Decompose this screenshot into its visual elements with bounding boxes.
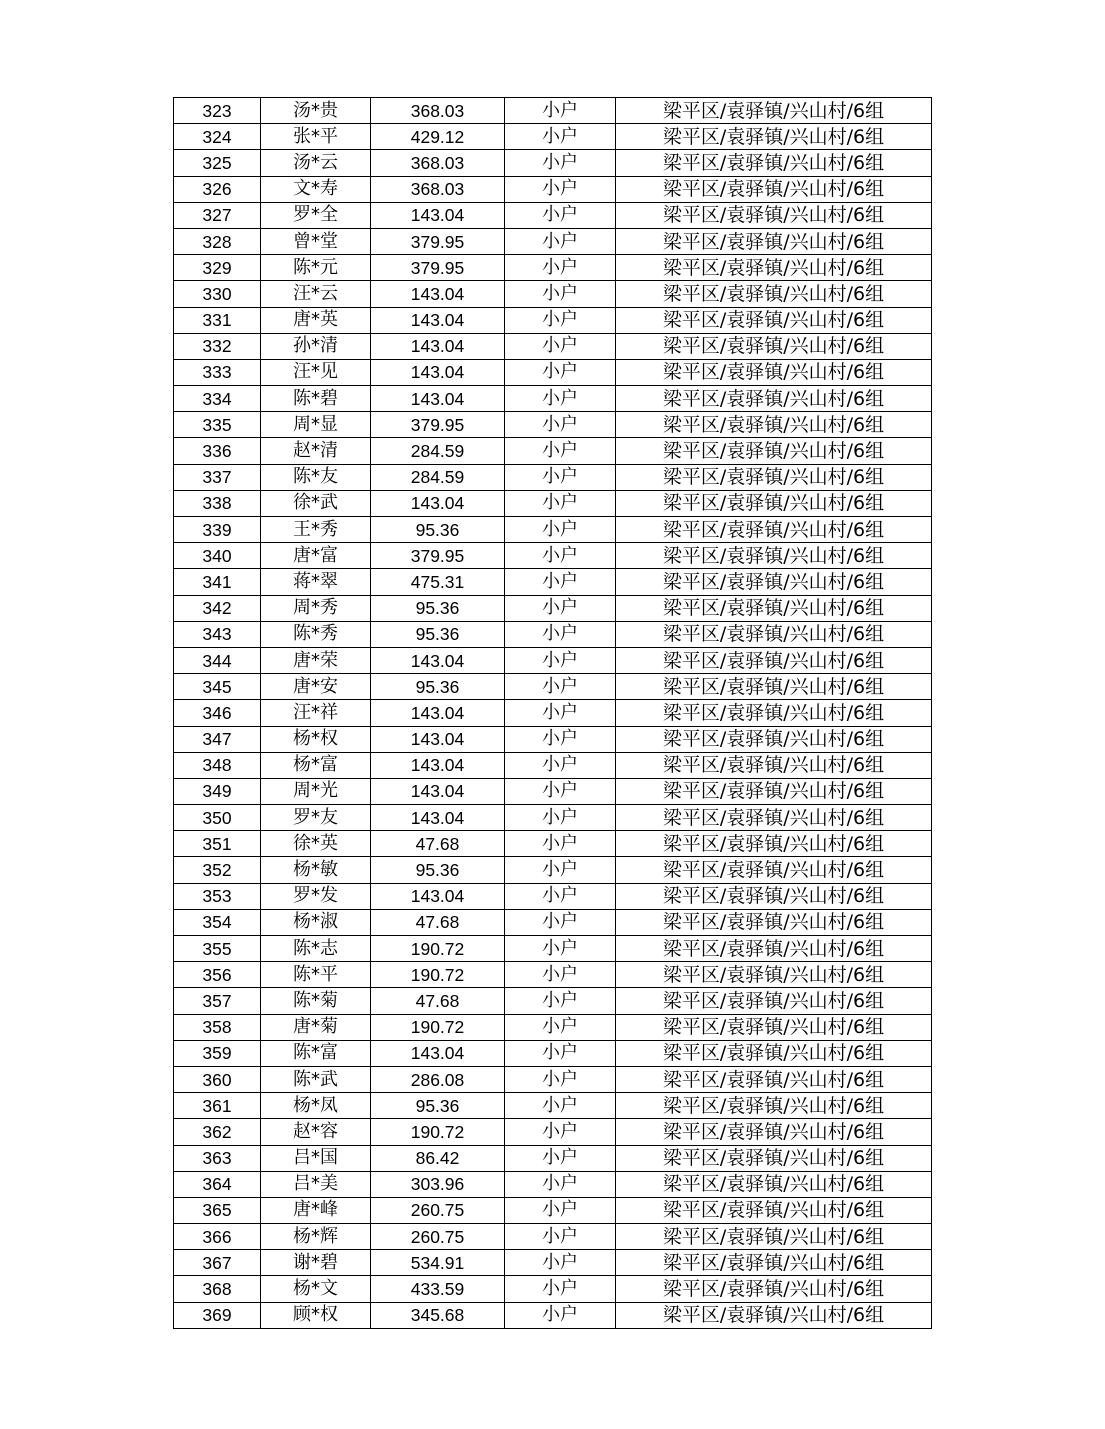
amount-cell: 190.72	[371, 1014, 505, 1040]
address-cell: 梁平区/袁驿镇/兴山村/6组	[616, 883, 932, 909]
amount-cell: 143.04	[371, 647, 505, 673]
row-number-cell: 340	[174, 543, 261, 569]
row-number-cell: 369	[174, 1302, 261, 1328]
row-number-cell: 357	[174, 988, 261, 1014]
amount-cell: 143.04	[371, 752, 505, 778]
address-cell: 梁平区/袁驿镇/兴山村/6组	[616, 359, 932, 385]
name-cell: 唐*菊	[261, 1014, 371, 1040]
amount-cell: 143.04	[371, 333, 505, 359]
type-cell: 小户	[505, 202, 616, 228]
address-cell: 梁平区/袁驿镇/兴山村/6组	[616, 1014, 932, 1040]
address-cell: 梁平区/袁驿镇/兴山村/6组	[616, 176, 932, 202]
row-number-cell: 351	[174, 831, 261, 857]
amount-cell: 47.68	[371, 988, 505, 1014]
address-cell: 梁平区/袁驿镇/兴山村/6组	[616, 386, 932, 412]
amount-cell: 284.59	[371, 438, 505, 464]
amount-cell: 143.04	[371, 726, 505, 752]
type-cell: 小户	[505, 359, 616, 385]
name-cell: 陈*平	[261, 962, 371, 988]
row-number-cell: 328	[174, 228, 261, 254]
type-cell: 小户	[505, 595, 616, 621]
name-cell: 陈*元	[261, 255, 371, 281]
name-cell: 杨*辉	[261, 1224, 371, 1250]
address-cell: 梁平区/袁驿镇/兴山村/6组	[616, 962, 932, 988]
type-cell: 小户	[505, 1171, 616, 1197]
table-row	[174, 228, 932, 254]
type-cell: 小户	[505, 1276, 616, 1302]
amount-cell: 190.72	[371, 1119, 505, 1145]
amount-cell: 143.04	[371, 883, 505, 909]
name-cell: 汪*见	[261, 359, 371, 385]
address-cell: 梁平区/袁驿镇/兴山村/6组	[616, 1171, 932, 1197]
type-cell: 小户	[505, 726, 616, 752]
name-cell: 周*显	[261, 412, 371, 438]
type-cell: 小户	[505, 909, 616, 935]
amount-cell: 379.95	[371, 255, 505, 281]
address-cell: 梁平区/袁驿镇/兴山村/6组	[616, 124, 932, 150]
table-row	[174, 569, 932, 595]
type-cell: 小户	[505, 1145, 616, 1171]
name-cell: 杨*敏	[261, 857, 371, 883]
type-cell: 小户	[505, 1224, 616, 1250]
amount-cell: 534.91	[371, 1250, 505, 1276]
row-number-cell: 335	[174, 412, 261, 438]
address-cell: 梁平区/袁驿镇/兴山村/6组	[616, 1040, 932, 1066]
address-cell: 梁平区/袁驿镇/兴山村/6组	[616, 700, 932, 726]
address-cell: 梁平区/袁驿镇/兴山村/6组	[616, 831, 932, 857]
amount-cell: 86.42	[371, 1145, 505, 1171]
table-row	[174, 1145, 932, 1171]
type-cell: 小户	[505, 124, 616, 150]
amount-cell: 95.36	[371, 1093, 505, 1119]
row-number-cell: 329	[174, 255, 261, 281]
table-row	[174, 464, 932, 490]
table-row	[174, 726, 932, 752]
amount-cell: 95.36	[371, 595, 505, 621]
type-cell: 小户	[505, 621, 616, 647]
row-number-cell: 326	[174, 176, 261, 202]
row-number-cell: 364	[174, 1171, 261, 1197]
name-cell: 罗*全	[261, 202, 371, 228]
type-cell: 小户	[505, 778, 616, 804]
address-cell: 梁平区/袁驿镇/兴山村/6组	[616, 412, 932, 438]
amount-cell: 143.04	[371, 386, 505, 412]
type-cell: 小户	[505, 700, 616, 726]
table-row	[174, 831, 932, 857]
type-cell: 小户	[505, 386, 616, 412]
table-row	[174, 621, 932, 647]
amount-cell: 433.59	[371, 1276, 505, 1302]
table-row	[174, 988, 932, 1014]
amount-cell: 143.04	[371, 490, 505, 516]
type-cell: 小户	[505, 1250, 616, 1276]
row-number-cell: 350	[174, 805, 261, 831]
amount-cell: 143.04	[371, 307, 505, 333]
type-cell: 小户	[505, 412, 616, 438]
name-cell: 徐*武	[261, 490, 371, 516]
name-cell: 罗*发	[261, 883, 371, 909]
table-row	[174, 438, 932, 464]
name-cell: 吕*美	[261, 1171, 371, 1197]
name-cell: 赵*清	[261, 438, 371, 464]
amount-cell: 143.04	[371, 1040, 505, 1066]
table-row	[174, 386, 932, 412]
amount-cell: 260.75	[371, 1197, 505, 1223]
table-row	[174, 1093, 932, 1119]
type-cell: 小户	[505, 228, 616, 254]
row-number-cell: 346	[174, 700, 261, 726]
address-cell: 梁平区/袁驿镇/兴山村/6组	[616, 307, 932, 333]
table-row	[174, 255, 932, 281]
row-number-cell: 330	[174, 281, 261, 307]
type-cell: 小户	[505, 962, 616, 988]
amount-cell: 368.03	[371, 150, 505, 176]
row-number-cell: 365	[174, 1197, 261, 1223]
address-cell: 梁平区/袁驿镇/兴山村/6组	[616, 1066, 932, 1092]
amount-cell: 286.08	[371, 1066, 505, 1092]
type-cell: 小户	[505, 752, 616, 778]
type-cell: 小户	[505, 936, 616, 962]
type-cell: 小户	[505, 569, 616, 595]
amount-cell: 429.12	[371, 124, 505, 150]
address-cell: 梁平区/袁驿镇/兴山村/6组	[616, 936, 932, 962]
row-number-cell: 352	[174, 857, 261, 883]
data-table	[173, 97, 932, 1329]
name-cell: 唐*荣	[261, 647, 371, 673]
table-row	[174, 674, 932, 700]
table-row	[174, 124, 932, 150]
amount-cell: 47.68	[371, 831, 505, 857]
name-cell: 汪*祥	[261, 700, 371, 726]
amount-cell: 284.59	[371, 464, 505, 490]
amount-cell: 303.96	[371, 1171, 505, 1197]
address-cell: 梁平区/袁驿镇/兴山村/6组	[616, 464, 932, 490]
name-cell: 周*秀	[261, 595, 371, 621]
row-number-cell: 338	[174, 490, 261, 516]
table-row	[174, 778, 932, 804]
type-cell: 小户	[505, 255, 616, 281]
row-number-cell: 348	[174, 752, 261, 778]
address-cell: 梁平区/袁驿镇/兴山村/6组	[616, 1250, 932, 1276]
row-number-cell: 363	[174, 1145, 261, 1171]
name-cell: 张*平	[261, 124, 371, 150]
table-row	[174, 1171, 932, 1197]
row-number-cell: 362	[174, 1119, 261, 1145]
name-cell: 杨*权	[261, 726, 371, 752]
name-cell: 唐*英	[261, 307, 371, 333]
type-cell: 小户	[505, 1119, 616, 1145]
amount-cell: 143.04	[371, 202, 505, 228]
name-cell: 杨*富	[261, 752, 371, 778]
row-number-cell: 332	[174, 333, 261, 359]
address-cell: 梁平区/袁驿镇/兴山村/6组	[616, 726, 932, 752]
table-row	[174, 805, 932, 831]
row-number-cell: 341	[174, 569, 261, 595]
table-row	[174, 202, 932, 228]
type-cell: 小户	[505, 674, 616, 700]
type-cell: 小户	[505, 1302, 616, 1328]
name-cell: 唐*峰	[261, 1197, 371, 1223]
address-cell: 梁平区/袁驿镇/兴山村/6组	[616, 438, 932, 464]
address-cell: 梁平区/袁驿镇/兴山村/6组	[616, 752, 932, 778]
type-cell: 小户	[505, 831, 616, 857]
amount-cell: 345.68	[371, 1302, 505, 1328]
amount-cell: 143.04	[371, 700, 505, 726]
address-cell: 梁平区/袁驿镇/兴山村/6组	[616, 909, 932, 935]
name-cell: 文*寿	[261, 176, 371, 202]
row-number-cell: 353	[174, 883, 261, 909]
table-row	[174, 1119, 932, 1145]
type-cell: 小户	[505, 333, 616, 359]
address-cell: 梁平区/袁驿镇/兴山村/6组	[616, 988, 932, 1014]
type-cell: 小户	[505, 543, 616, 569]
amount-cell: 95.36	[371, 517, 505, 543]
name-cell: 谢*碧	[261, 1250, 371, 1276]
type-cell: 小户	[505, 1093, 616, 1119]
table-row	[174, 1197, 932, 1223]
name-cell: 赵*容	[261, 1119, 371, 1145]
row-number-cell: 347	[174, 726, 261, 752]
name-cell: 汤*云	[261, 150, 371, 176]
address-cell: 梁平区/袁驿镇/兴山村/6组	[616, 1145, 932, 1171]
name-cell: 徐*英	[261, 831, 371, 857]
row-number-cell: 331	[174, 307, 261, 333]
name-cell: 陈*友	[261, 464, 371, 490]
name-cell: 蒋*翠	[261, 569, 371, 595]
row-number-cell: 349	[174, 778, 261, 804]
address-cell: 梁平区/袁驿镇/兴山村/6组	[616, 805, 932, 831]
name-cell: 陈*菊	[261, 988, 371, 1014]
type-cell: 小户	[505, 490, 616, 516]
type-cell: 小户	[505, 883, 616, 909]
name-cell: 陈*志	[261, 936, 371, 962]
row-number-cell: 325	[174, 150, 261, 176]
address-cell: 梁平区/袁驿镇/兴山村/6组	[616, 1093, 932, 1119]
amount-cell: 379.95	[371, 228, 505, 254]
row-number-cell: 360	[174, 1066, 261, 1092]
name-cell: 王*秀	[261, 517, 371, 543]
table-row	[174, 647, 932, 673]
name-cell: 孙*清	[261, 333, 371, 359]
amount-cell: 47.68	[371, 909, 505, 935]
name-cell: 罗*友	[261, 805, 371, 831]
address-cell: 梁平区/袁驿镇/兴山村/6组	[616, 1224, 932, 1250]
row-number-cell: 323	[174, 98, 261, 124]
row-number-cell: 336	[174, 438, 261, 464]
name-cell: 周*光	[261, 778, 371, 804]
table-row	[174, 909, 932, 935]
type-cell: 小户	[505, 464, 616, 490]
row-number-cell: 367	[174, 1250, 261, 1276]
type-cell: 小户	[505, 1014, 616, 1040]
row-number-cell: 358	[174, 1014, 261, 1040]
type-cell: 小户	[505, 1197, 616, 1223]
amount-cell: 379.95	[371, 543, 505, 569]
table-row	[174, 307, 932, 333]
row-number-cell: 345	[174, 674, 261, 700]
address-cell: 梁平区/袁驿镇/兴山村/6组	[616, 255, 932, 281]
name-cell: 陈*武	[261, 1066, 371, 1092]
type-cell: 小户	[505, 176, 616, 202]
amount-cell: 475.31	[371, 569, 505, 595]
name-cell: 陈*碧	[261, 386, 371, 412]
address-cell: 梁平区/袁驿镇/兴山村/6组	[616, 595, 932, 621]
table-row	[174, 700, 932, 726]
amount-cell: 368.03	[371, 176, 505, 202]
name-cell: 陈*秀	[261, 621, 371, 647]
address-cell: 梁平区/袁驿镇/兴山村/6组	[616, 202, 932, 228]
table-row	[174, 1014, 932, 1040]
name-cell: 杨*淑	[261, 909, 371, 935]
type-cell: 小户	[505, 1040, 616, 1066]
type-cell: 小户	[505, 98, 616, 124]
table-row	[174, 98, 932, 124]
table-body	[174, 98, 932, 1329]
type-cell: 小户	[505, 1066, 616, 1092]
row-number-cell: 343	[174, 621, 261, 647]
row-number-cell: 354	[174, 909, 261, 935]
type-cell: 小户	[505, 150, 616, 176]
amount-cell: 143.04	[371, 281, 505, 307]
address-cell: 梁平区/袁驿镇/兴山村/6组	[616, 333, 932, 359]
row-number-cell: 361	[174, 1093, 261, 1119]
name-cell: 杨*文	[261, 1276, 371, 1302]
table-row	[174, 936, 932, 962]
address-cell: 梁平区/袁驿镇/兴山村/6组	[616, 1119, 932, 1145]
type-cell: 小户	[505, 857, 616, 883]
address-cell: 梁平区/袁驿镇/兴山村/6组	[616, 1197, 932, 1223]
amount-cell: 190.72	[371, 962, 505, 988]
table-row	[174, 176, 932, 202]
row-number-cell: 324	[174, 124, 261, 150]
amount-cell: 95.36	[371, 674, 505, 700]
amount-cell: 95.36	[371, 857, 505, 883]
table-row	[174, 1040, 932, 1066]
amount-cell: 368.03	[371, 98, 505, 124]
table-row	[174, 1224, 932, 1250]
table-row	[174, 1250, 932, 1276]
amount-cell: 143.04	[371, 359, 505, 385]
table-row	[174, 359, 932, 385]
type-cell: 小户	[505, 988, 616, 1014]
row-number-cell: 356	[174, 962, 261, 988]
row-number-cell: 344	[174, 647, 261, 673]
row-number-cell: 342	[174, 595, 261, 621]
table-row	[174, 412, 932, 438]
row-number-cell: 359	[174, 1040, 261, 1066]
type-cell: 小户	[505, 438, 616, 464]
address-cell: 梁平区/袁驿镇/兴山村/6组	[616, 857, 932, 883]
address-cell: 梁平区/袁驿镇/兴山村/6组	[616, 228, 932, 254]
table-row	[174, 595, 932, 621]
row-number-cell: 327	[174, 202, 261, 228]
type-cell: 小户	[505, 281, 616, 307]
table-row	[174, 1302, 932, 1328]
address-cell: 梁平区/袁驿镇/兴山村/6组	[616, 543, 932, 569]
row-number-cell: 368	[174, 1276, 261, 1302]
amount-cell: 379.95	[371, 412, 505, 438]
address-cell: 梁平区/袁驿镇/兴山村/6组	[616, 490, 932, 516]
table-row	[174, 857, 932, 883]
row-number-cell: 334	[174, 386, 261, 412]
row-number-cell: 333	[174, 359, 261, 385]
row-number-cell: 337	[174, 464, 261, 490]
address-cell: 梁平区/袁驿镇/兴山村/6组	[616, 517, 932, 543]
table-row	[174, 752, 932, 778]
name-cell: 陈*富	[261, 1040, 371, 1066]
row-number-cell: 366	[174, 1224, 261, 1250]
type-cell: 小户	[505, 647, 616, 673]
address-cell: 梁平区/袁驿镇/兴山村/6组	[616, 621, 932, 647]
address-cell: 梁平区/袁驿镇/兴山村/6组	[616, 1276, 932, 1302]
table-row	[174, 1276, 932, 1302]
address-cell: 梁平区/袁驿镇/兴山村/6组	[616, 150, 932, 176]
address-cell: 梁平区/袁驿镇/兴山村/6组	[616, 778, 932, 804]
address-cell: 梁平区/袁驿镇/兴山村/6组	[616, 1302, 932, 1328]
address-cell: 梁平区/袁驿镇/兴山村/6组	[616, 281, 932, 307]
name-cell: 顾*权	[261, 1302, 371, 1328]
row-number-cell: 339	[174, 517, 261, 543]
table-row	[174, 150, 932, 176]
table-row	[174, 883, 932, 909]
amount-cell: 143.04	[371, 778, 505, 804]
amount-cell: 260.75	[371, 1224, 505, 1250]
name-cell: 曾*堂	[261, 228, 371, 254]
type-cell: 小户	[505, 517, 616, 543]
name-cell: 汪*云	[261, 281, 371, 307]
table-row	[174, 1066, 932, 1092]
table-row	[174, 962, 932, 988]
address-cell: 梁平区/袁驿镇/兴山村/6组	[616, 674, 932, 700]
table-row	[174, 490, 932, 516]
amount-cell: 190.72	[371, 936, 505, 962]
address-cell: 梁平区/袁驿镇/兴山村/6组	[616, 569, 932, 595]
row-number-cell: 355	[174, 936, 261, 962]
name-cell: 吕*国	[261, 1145, 371, 1171]
table-row	[174, 543, 932, 569]
amount-cell: 143.04	[371, 805, 505, 831]
table-row	[174, 517, 932, 543]
table-row	[174, 333, 932, 359]
type-cell: 小户	[505, 805, 616, 831]
table-row	[174, 281, 932, 307]
type-cell: 小户	[505, 307, 616, 333]
name-cell: 唐*富	[261, 543, 371, 569]
address-cell: 梁平区/袁驿镇/兴山村/6组	[616, 647, 932, 673]
amount-cell: 95.36	[371, 621, 505, 647]
name-cell: 唐*安	[261, 674, 371, 700]
address-cell: 梁平区/袁驿镇/兴山村/6组	[616, 98, 932, 124]
name-cell: 汤*贵	[261, 98, 371, 124]
name-cell: 杨*凤	[261, 1093, 371, 1119]
